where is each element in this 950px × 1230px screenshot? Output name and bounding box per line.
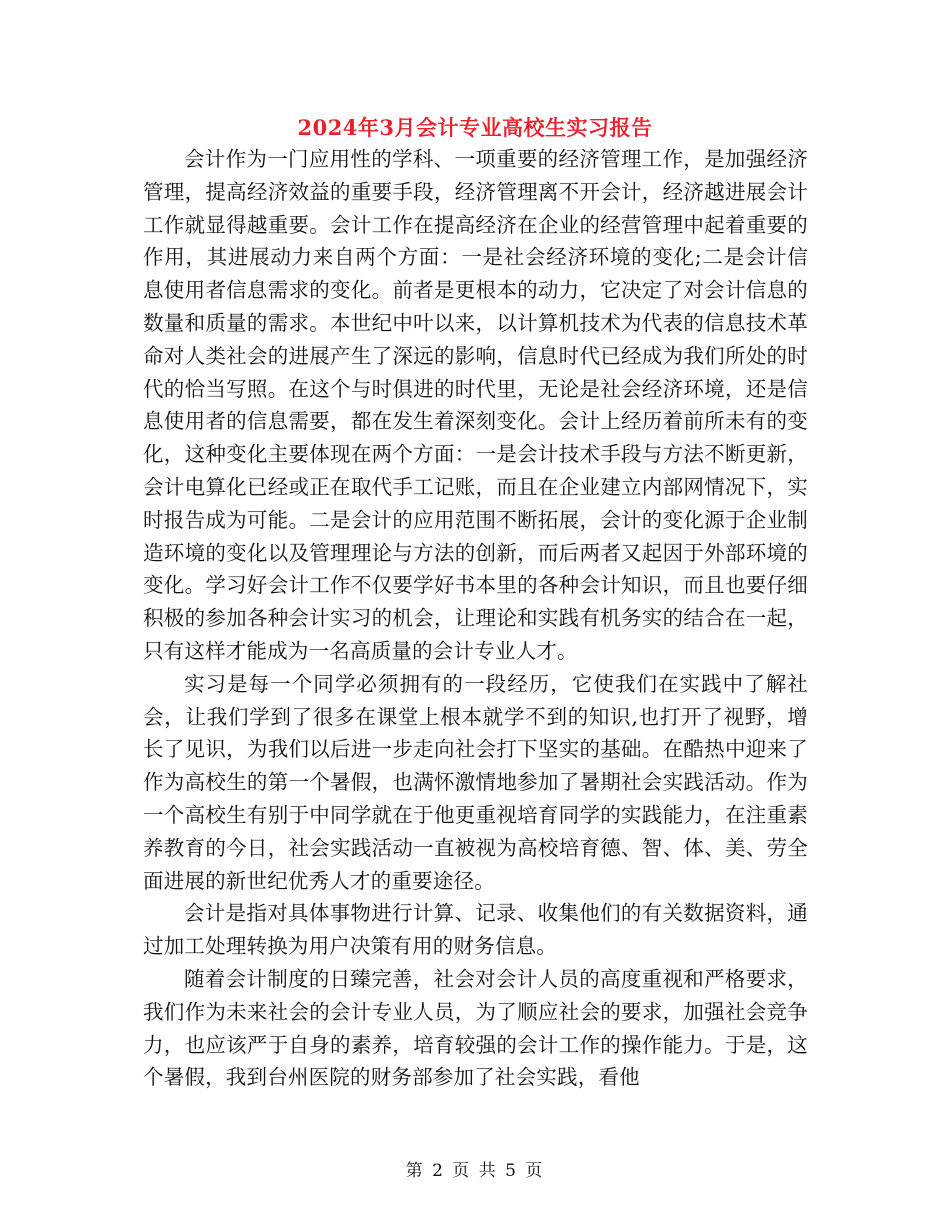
paragraph-3: 会计是指对具体事物进行计算、记录、收集他们的有关数据资料，通过加工处理转换为用户决策有用的财务信息。 [143,901,808,959]
paragraph-4: 随着会计制度的日臻完善，社会对会计人员的高度重视和严格要求，我们作为未来社会的会计专业人员，为了顺应社会的要求，加强社会竞争力，也应该严于自身的素养，培育较强的会计工作的操作能力。于是，这个暑假，我到台州医院的财务部参加了社会实践，看他 [143,966,808,1090]
document-title: 2024年3月会计专业高校生实习报告 [297,115,653,140]
paragraph-1: 会计作为一门应用性的学科、一项重要的经济管理工作，是加强经济管理，提高经济效益的重要手段，经济管理离不开会计，经济越进展会计工作就显得越重要。会计工作在提高经济在企业的经营管理中起着重要的作用，其进展动力来自两个方面：一是社会经济环境的变化;二是会计信息使用者信息需求的变化。前者是更根本的动力，它决定了对会计信息的数量和质量的需求。本世纪中叶以来，以计算机技术为代表的信息技术革命对人类社会的进展产生了深远的影响，信息时代已经成为我们所处的时代的恰当写照。在这个与时俱进的时代里，无论是社会经济环境，还是信息使用者的信息需要，都在发生着深刻变化。会计上经历着前所未有的变化，这种变化主要体现在两个方面：一是会计技术手段与方法不断更新，会计电算化已经或正在取代手工记账，而且在企业建立内部网情况下，实时报告成为可能。二是会计的应用范围不断拓展，会计的变化源于企业制造环境的变化以及管理理论与方法的创新，而后两者又起因于外部环境的变化。学习好会计工作不仅要学好书本里的各种会计知识，而且也要仔细积极的参加各种会计实习的机会，让理论和实践有机务实的结合在一起，只有这样才能成为一名高质量的会计专业人才。 [143,147,808,663]
paragraph-2: 实习是每一个同学必须拥有的一段经历，它使我们在实践中了解社会，让我们学到了很多在课堂上根本就学不到的知识,也打开了视野，增长了见识，为我们以后进一步走向社会打下坚实的基础。在酷热中迎来了作为高校生的第一个暑假，也满怀激情地参加了暑期社会实践活动。作为一个高校生有别于中同学就在于他更重视培育同学的实践能力，在注重素养教育的今日，社会实践活动一直被视为高校培育德、智、体、美、劳全面进展的新世纪优秀人才的重要途径。 [143,671,808,893]
page-footer: 第 2 页 共 5 页 [405,1161,545,1181]
document-body [143,143,808,1094]
